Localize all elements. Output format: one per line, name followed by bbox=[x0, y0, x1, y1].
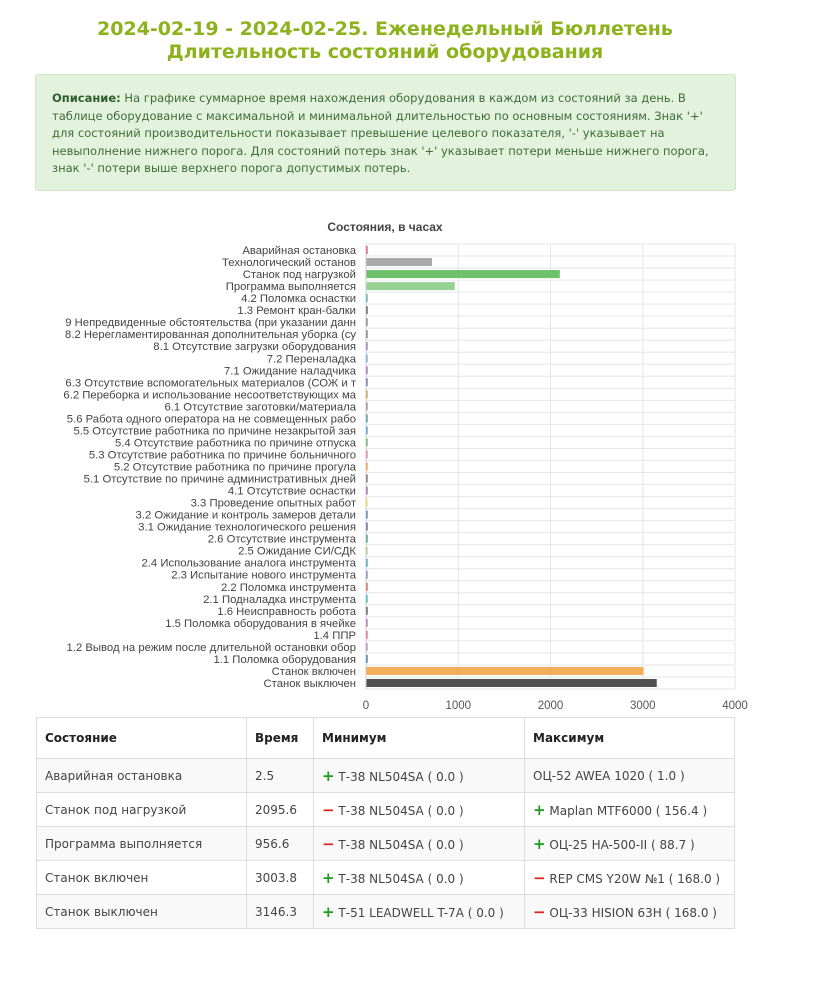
state-cell-text: Аварийная остановка bbox=[45, 768, 183, 783]
maximum-cell-text: Maplan MTF6000 ( 156.4 ) bbox=[549, 803, 708, 818]
minimum-cell bbox=[314, 759, 525, 793]
maximum-cell bbox=[525, 759, 735, 793]
bar[interactable] bbox=[367, 378, 368, 386]
category-label: Станок под нагрузкой bbox=[242, 269, 356, 282]
minimum-cell-text: Т-51 LEADWELL T-7A ( 0.0 ) bbox=[338, 905, 504, 920]
title-subject: Длительность состояний оборудования bbox=[166, 41, 604, 63]
x-tick-label: 3000 bbox=[629, 700, 656, 712]
bar[interactable] bbox=[367, 463, 368, 471]
bar[interactable] bbox=[367, 511, 368, 519]
maximum-cell-text: ОЦ-25 HA-500-II ( 88.7 ) bbox=[549, 837, 695, 852]
table-row bbox=[37, 827, 735, 861]
maximum-cell bbox=[525, 861, 735, 895]
minus-icon: − bbox=[322, 834, 335, 853]
maximum-cell bbox=[525, 793, 735, 827]
time-cell bbox=[247, 861, 314, 895]
table-row bbox=[37, 793, 735, 827]
table-header-row bbox=[37, 718, 735, 759]
category-label: 4.2 Поломка оснастки bbox=[241, 293, 356, 306]
category-label: 6.3 Отсутствие вспомогательных материалов (СОЖ и т bbox=[65, 377, 356, 390]
chart-title: Состояния, в часах bbox=[327, 220, 443, 234]
minimum-cell-text: Т-38 NL504SA ( 0.0 ) bbox=[338, 769, 464, 784]
table-row bbox=[37, 759, 735, 793]
bar[interactable] bbox=[367, 438, 368, 446]
state-cell-text: Станок включен bbox=[45, 870, 149, 885]
category-label: 7.1 Ожидание наладчика bbox=[224, 365, 356, 378]
table-row bbox=[37, 895, 735, 929]
bar[interactable] bbox=[367, 282, 455, 290]
category-label: 9 Непредвиденные обстоятельства (при указании данн bbox=[65, 317, 356, 330]
category-label: 5.6 Работа одного оператора на не совмещенных рабо bbox=[66, 413, 356, 426]
time-cell-text: 3146.3 bbox=[255, 904, 297, 919]
bar[interactable] bbox=[367, 342, 368, 350]
bar[interactable] bbox=[367, 547, 368, 555]
category-label: 5.5 Отсутствие работника по причине незакрытой зая bbox=[73, 425, 356, 438]
category-label: 2.1 Подналадка инструмента bbox=[203, 593, 356, 606]
bar[interactable] bbox=[367, 559, 368, 567]
time-cell-text: 2.5 bbox=[255, 768, 275, 783]
bar[interactable] bbox=[367, 571, 368, 579]
minimum-cell bbox=[314, 827, 525, 861]
bar[interactable] bbox=[367, 679, 657, 687]
minus-icon: − bbox=[533, 868, 546, 887]
bar[interactable] bbox=[367, 330, 368, 338]
minimum-cell bbox=[314, 793, 525, 827]
category-label: 5.2 Отсутствие работника по причине прогула bbox=[113, 461, 356, 474]
time-cell-text: 956.6 bbox=[255, 836, 290, 851]
bar[interactable] bbox=[367, 402, 368, 410]
bar[interactable] bbox=[367, 354, 368, 362]
category-label: 5.1 Отсутствие по причине административных дней bbox=[83, 473, 356, 486]
category-label: 5.3 Отсутствие работника по причине больничного bbox=[88, 449, 356, 462]
bar[interactable] bbox=[367, 414, 368, 422]
bar[interactable] bbox=[367, 390, 368, 398]
description-label: Описание: bbox=[52, 91, 121, 105]
category-label: 3.3 Проведение опытных работ bbox=[190, 497, 356, 510]
bar[interactable] bbox=[367, 426, 368, 434]
category-label: Технологический останов bbox=[222, 257, 356, 270]
bar[interactable] bbox=[367, 366, 368, 374]
category-label: Программа выполняется bbox=[225, 281, 356, 294]
bar[interactable] bbox=[367, 607, 368, 615]
category-label: Станок выключен bbox=[263, 677, 356, 690]
bulletin-title bbox=[0, 18, 770, 64]
header-minimum: Минимум bbox=[314, 718, 525, 759]
minus-icon: − bbox=[533, 902, 546, 921]
state-cell-text: Программа выполняется bbox=[45, 836, 203, 851]
minimum-cell bbox=[314, 895, 525, 929]
category-label: 4.1 Отсутствие оснастки bbox=[227, 485, 356, 498]
bar[interactable] bbox=[367, 294, 368, 302]
bar[interactable] bbox=[367, 499, 368, 507]
x-tick-label: 2000 bbox=[537, 700, 564, 712]
category-label: 2.5 Ожидание СИ/СДК bbox=[238, 545, 356, 558]
state-cell bbox=[37, 759, 247, 793]
maximum-cell bbox=[525, 895, 735, 929]
category-label: 1.4 ППР bbox=[313, 629, 356, 642]
state-cell bbox=[37, 827, 247, 861]
category-label: 2.4 Использование аналога инструмента bbox=[141, 557, 356, 570]
category-label: 5.4 Отсутствие работника по причине отпуска bbox=[114, 437, 356, 450]
category-label: 2.2 Поломка инструмента bbox=[220, 581, 356, 594]
bar[interactable] bbox=[367, 619, 368, 627]
category-label: 1.6 Неисправность робота bbox=[217, 605, 356, 618]
time-cell bbox=[247, 827, 314, 861]
time-cell bbox=[247, 759, 314, 793]
minimum-cell bbox=[314, 861, 525, 895]
bar[interactable] bbox=[367, 595, 368, 603]
description-box bbox=[35, 74, 736, 191]
category-label: 6.2 Переборка и использование несоответствующих ма bbox=[63, 389, 356, 402]
category-label: 7.2 Переналадка bbox=[266, 353, 356, 366]
time-cell bbox=[247, 895, 314, 929]
time-cell-text: 3003.8 bbox=[255, 870, 297, 885]
x-tick-label: 4000 bbox=[722, 700, 748, 712]
bar[interactable] bbox=[367, 655, 368, 663]
bar[interactable] bbox=[367, 306, 368, 314]
category-label: 1.5 Поломка оборудования в ячейке bbox=[165, 617, 356, 630]
state-cell-text: Станок выключен bbox=[45, 904, 158, 919]
bar[interactable] bbox=[367, 258, 432, 266]
header-maximum: Максимум bbox=[525, 718, 735, 759]
states-bar-chart bbox=[0, 215, 835, 715]
category-label: 3.1 Ожидание технологического решения bbox=[138, 521, 356, 534]
category-label: Аварийная остановка bbox=[242, 245, 356, 258]
bar[interactable] bbox=[367, 631, 368, 639]
bar[interactable] bbox=[367, 246, 368, 254]
state-cell bbox=[37, 793, 247, 827]
title-dates: 2024-02-19 - 2024-02-25. Еженедельный Бюллетень bbox=[97, 18, 673, 40]
bar[interactable] bbox=[367, 487, 368, 495]
plus-icon: + bbox=[533, 834, 546, 853]
minimum-cell-text: Т-38 NL504SA ( 0.0 ) bbox=[338, 803, 464, 818]
plus-icon: + bbox=[322, 766, 335, 785]
category-label: 2.6 Отсутствие инструмента bbox=[207, 533, 356, 546]
header-state: Состояние bbox=[37, 718, 247, 759]
plus-icon: + bbox=[322, 902, 335, 921]
bar[interactable] bbox=[367, 523, 368, 531]
category-label: 6.1 Отсутствие заготовки/материала bbox=[164, 401, 356, 414]
bar[interactable] bbox=[367, 318, 368, 326]
minimum-cell-text: Т-38 NL504SA ( 0.0 ) bbox=[338, 871, 464, 886]
state-cell-text: Станок под нагрузкой bbox=[45, 802, 187, 817]
bar[interactable] bbox=[367, 643, 368, 651]
bar[interactable] bbox=[367, 270, 560, 278]
category-label: 2.3 Испытание нового инструмента bbox=[171, 569, 356, 582]
state-cell bbox=[37, 895, 247, 929]
table-row bbox=[37, 861, 735, 895]
minus-icon: − bbox=[322, 800, 335, 819]
x-tick-label: 0 bbox=[362, 700, 370, 712]
time-cell-text: 2095.6 bbox=[255, 802, 297, 817]
category-label: Станок включен bbox=[271, 665, 356, 678]
time-cell bbox=[247, 793, 314, 827]
bar[interactable] bbox=[367, 583, 368, 591]
description-text: На графике суммарное время нахождения оборудования в каждом из состояний за день. В таблице оборудование с максимальной и минимальной длительностью по основным состояниям. Знак '+' для состояний производительности показывает превышение целевого показателя, '-' указывает на невыполнение нижнего порога. Для состояний потерь знак '+' указывает потери меньше нижнего порога, знак '-' потери выше верхнего порога допустимых потерь. bbox=[52, 91, 709, 175]
category-label: 8.2 Нерегламентированная дополнительная уборка (су bbox=[65, 329, 356, 342]
states-table bbox=[36, 717, 735, 929]
state-cell bbox=[37, 861, 247, 895]
plus-icon: + bbox=[533, 800, 546, 819]
x-tick-label: 1000 bbox=[445, 700, 472, 712]
category-label: 1.3 Ремонт кран-балки bbox=[237, 305, 356, 318]
category-label: 1.1 Поломка оборудования bbox=[213, 653, 356, 666]
category-label: 1.2 Вывод на режим после длительной остановки обор bbox=[66, 641, 356, 654]
bar[interactable] bbox=[367, 475, 368, 483]
maximum-cell-text: ОЦ-52 AWEA 1020 ( 1.0 ) bbox=[533, 768, 685, 783]
bar[interactable] bbox=[367, 450, 368, 458]
maximum-cell-text: REP CMS Y20W №1 ( 168.0 ) bbox=[549, 871, 721, 886]
header-time: Время bbox=[247, 718, 314, 759]
minimum-cell-text: Т-38 NL504SA ( 0.0 ) bbox=[338, 837, 464, 852]
bar[interactable] bbox=[367, 667, 644, 675]
category-label: 8.1 Отсутствие загрузки оборудования bbox=[153, 341, 356, 354]
plus-icon: + bbox=[322, 868, 335, 887]
maximum-cell bbox=[525, 827, 735, 861]
maximum-cell-text: ОЦ-33 HISION 63H ( 168.0 ) bbox=[549, 905, 717, 920]
bar[interactable] bbox=[367, 535, 368, 543]
category-label: 3.2 Ожидание и контроль замеров детали bbox=[135, 509, 356, 522]
